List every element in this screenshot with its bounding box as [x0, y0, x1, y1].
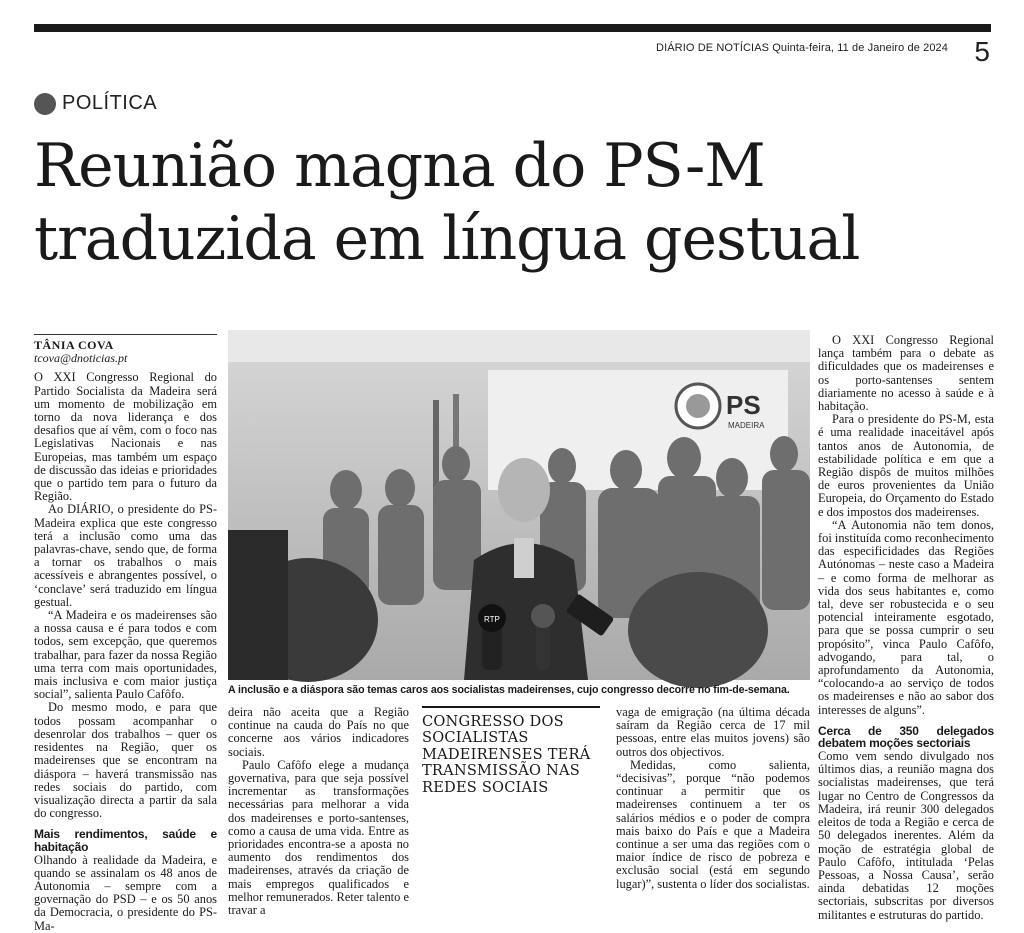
column-2 [228, 706, 409, 917]
paragraph: Medidas, como salienta, “decisivas”, porque “não podemos continuar a permitir que os madeirenses continuem a ter os salários médios e o poder de compra mais baixo do País e que a Madeira continue a ser uma das regiões com o maior índice de risco de pobreza e exclusão social (está em segundo lugar)”, sustenta o líder dos socialistas. [616, 757, 810, 891]
paragraph: Para o presidente do PS-M, esta é uma realidade inaceitável após tantos anos de Autonomia, de estabilidade política e em que a Região dispôs de muitos milhões de euros provenientes da União Europeia, do Orçamento do Estado e dos impostos dos madeirenses. [818, 412, 994, 519]
paragraph: “A Autonomia não tem donos, foi instituída como reconhecimento das especificidades das Regiões Autónomas – neste caso a Madeira – e como forma de melhorar as vida dos seus habitantes e, como tal, deve ser robustecida e o seu potencial inteiramente esgotado, para que se possa cumprir o seu propósito”, vinca Paulo Cafôfo, advogando, para tal, o aprofundamento da Autonomia, “colocando-a ao serviço de todos os madeirenses e não ao sabor dos interesses de alguns”. [818, 517, 994, 717]
pull-quote: CONGRESSO DOS SOCIALISTAS MADEIRENSES TERÁ TRANSMISSÃO NAS REDES SOCIAIS [422, 706, 600, 796]
photo-caption: A inclusão e a diáspora são temas caros aos socialistas madeirenses, cujo congresso decorre no fim-de-semana. [228, 684, 790, 696]
paragraph: O XXI Congresso Regional do Partido Socialista da Madeira será um momento de mobilização em torno da nova liderança e dos desafios que aí vêm, com o foco nas Legislativas Nacionais e nas Europeias, mas também um espaço de discussão das ideias e prioridades que o partido tem para o futuro da Região. [34, 370, 217, 504]
issue-date: Quinta-feira, 11 de Janeiro de 2024 [772, 42, 948, 54]
section-label [34, 92, 157, 115]
headline-line-2: traduzida em língua gestual [34, 204, 860, 274]
section-name: POLÍTICA [62, 92, 158, 114]
paragraph: deira não aceita que a Região continue na cauda do País no que concerne aos vários indicadores sociais. [228, 705, 409, 759]
subheading: Mais rendimentos, saúde e habitação [34, 827, 217, 854]
paragraph: O XXI Congresso Regional lança também para o debate as dificuldades que os madeirenses e os porto-santenses sentem diariamente no acesso à saúde e à habitação. [818, 333, 994, 414]
paragraph: Paulo Cafôfo elege a mudança governativa, para que seja possível incrementar as transformações necessárias para melhorar a vida dos madeirenses e porto-santenses, como a causa de uma vida. Entre as prioridades encontra-se a aposta no aumento dos rendimentos dos madeirenses, através da criação de mais empregos qualificados e melhor remunerados. Reter talento e travar a [228, 757, 409, 918]
byline [34, 334, 217, 365]
paragraph: “A Madeira e os madeirenses são a nossa causa e é para todos e com todos, sem excepção, que queremos trabalhar, para fazer da nossa Região uma terra com mais oportunidades, mais inclusiva e com maior justiça social”, salienta Paulo Cafôfo. [34, 608, 217, 702]
paragraph: Como vem sendo divulgado nos últimos dias, a reunião magna dos socialistas madeirenses, que terá lugar no Centro de Congressos da Madeira, irá reunir 300 delegados eleitos de toda a Região e cerca de 50 delegados inerentes. Além da moção de estratégia global de Paulo Cafôfo, intitulada ‘Pelas Pessoas, a Nossa Causa’, serão ainda debatidas 12 moções sectoriais, subscritas por diversos militantes e estruturas do partido. [818, 749, 994, 922]
paragraph: Olhando à realidade da Madeira, e quando se assinalam os 48 anos de Autonomia – sempre com a governação do PSD – e os 50 anos da Democracia, o presidente do PS-Ma- [34, 852, 217, 933]
paragraph: Do mesmo modo, e para que todos possam acompanhar o desenrolar dos trabalhos – quer os residentes na Região, quer os madeirenses que se encontram na diáspora – haverá transmissão nas redes sociais do partido, com visualização directa a partir da sala do congresso. [34, 700, 217, 821]
masthead [656, 42, 948, 54]
headline [34, 130, 994, 276]
publication-name: DIÁRIO DE NOTÍCIAS [656, 42, 770, 54]
photo-mic-label: RTP [484, 615, 500, 624]
article-photo [228, 330, 810, 680]
photo-logo-sub: MADEIRA [728, 421, 765, 430]
subheading: Cerca de 350 delegados debatem moções sectoriais [818, 723, 994, 751]
author-name: TÂNIA COVA [34, 338, 114, 352]
photo-illustration [228, 330, 810, 680]
page-number: 5 [974, 36, 990, 67]
top-rule [34, 24, 991, 32]
author-email: tcova@dnoticias.pt [34, 351, 128, 366]
column-3 [616, 706, 810, 891]
column-4 [818, 334, 994, 922]
paragraph: Ao DIÁRIO, o presidente do PS-Madeira explica que este congresso terá a inclusão como uma das palavras-chave, sendo que, de forma a tornar os trabalhos o mais acessíveis e abrangentes possível, o ‘conclave’ será traduzido em língua gestual. [34, 502, 217, 609]
column-1 [34, 334, 217, 933]
headline-line-1: Reunião magna do PS-M [34, 131, 765, 201]
photo-logo-text: PS [726, 390, 761, 420]
paragraph: vaga de emigração (na última década saíram da Região cerca de 17 mil pessoas, entre elas muitos jovens) são outros dos objectivos. [616, 705, 810, 759]
section-dot-icon [34, 93, 56, 115]
